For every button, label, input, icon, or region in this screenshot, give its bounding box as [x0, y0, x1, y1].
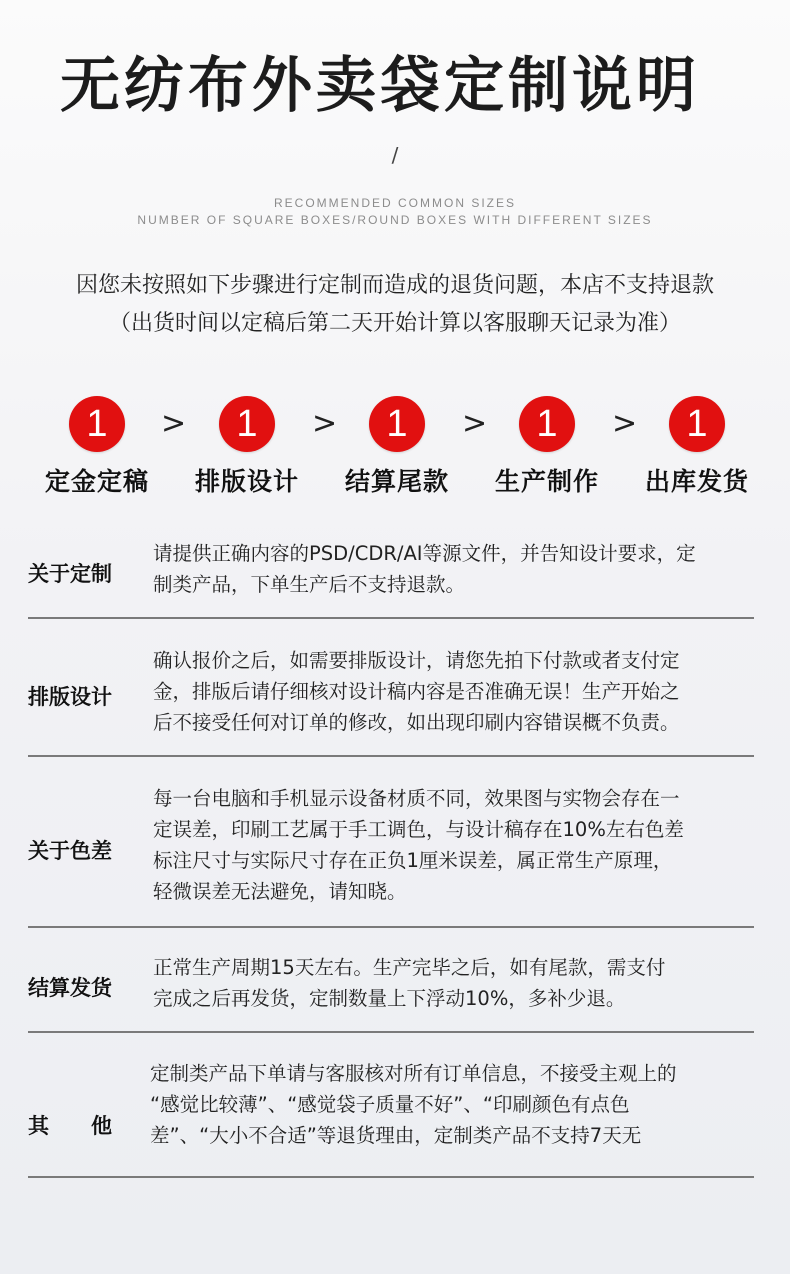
step-number-badge: 1: [69, 396, 125, 452]
page-title: 无纺布外卖袋定制说明: [60, 51, 700, 121]
step-arrow: >: [161, 406, 187, 441]
text-line: 制类产品，下单生产后不支持退款。: [153, 573, 466, 596]
text-line: 每一台电脑和手机显示设备材质不同，效果图与实物会存在一: [153, 787, 680, 810]
section-divider: [28, 1031, 754, 1033]
section-layout-design: [28, 645, 754, 741]
section-text: [153, 645, 753, 738]
step-arrow: >: [612, 406, 638, 441]
step-number-badge: 1: [369, 396, 425, 452]
text-line: 差”、“大小不合适”等退货理由，定制类产品不支持7天无: [150, 1124, 642, 1147]
subtitle-line-1: RECOMMENDED COMMON SIZES: [273, 196, 516, 210]
section-text: [153, 783, 753, 907]
step-layout-design: [182, 396, 312, 498]
section-divider: [28, 926, 754, 928]
step-arrow: >: [462, 406, 488, 441]
step-arrow: >: [312, 406, 338, 441]
section-label: 关于色差: [28, 839, 112, 863]
step-final-payment: [332, 396, 462, 498]
section-settlement-shipping: [28, 952, 754, 1018]
step-deposit: [32, 396, 162, 498]
section-label: 结算发货: [28, 976, 112, 1000]
shipping-time-note: （出货时间以定稿后第二天开始计算以客服聊天记录为准）: [108, 311, 681, 336]
text-line: 定制类产品下单请与客服核对所有订单信息，不接受主观上的: [150, 1062, 677, 1085]
text-line: 正常生产周期15天左右。生产完毕之后，如有尾款，需支付: [153, 956, 666, 979]
text-line: 完成之后再发货，定制数量上下浮动10%，多补少退。: [153, 987, 626, 1010]
step-label: 排版设计: [194, 467, 299, 496]
section-color-difference: [28, 783, 754, 911]
text-line: 金，排版后请仔细核对设计稿内容是否准确无误！生产开始之: [153, 680, 680, 703]
step-shipping: [632, 396, 762, 498]
section-divider: [28, 1176, 754, 1178]
text-line: 标注尺寸与实际尺寸存在正负1厘米误差，属正常生产原理，: [153, 849, 673, 872]
step-number-badge: 1: [519, 396, 575, 452]
text-line: 定误差，印刷工艺属于手工调色，与设计稿存在10%左右色差: [153, 818, 684, 841]
text-line: “感觉比较薄”、“感觉袋子质量不好”、“印刷颜色有点色: [150, 1093, 630, 1116]
section-label: 关于定制: [28, 562, 112, 586]
step-production: [482, 396, 612, 498]
section-text: [153, 538, 753, 600]
text-line: 轻微误差无法避免，请知晓。: [153, 880, 407, 903]
refund-notice: 因您未按照如下步骤进行定制而造成的退货问题，本店不支持退款: [75, 273, 714, 298]
process-steps: [0, 396, 790, 506]
section-divider: [28, 755, 754, 757]
section-text: [153, 952, 753, 1014]
text-line: 确认报价之后，如需要排版设计，请您先拍下付款或者支付定: [153, 649, 680, 672]
section-divider: [28, 617, 754, 619]
section-other: [28, 1058, 754, 1154]
section-label: 排版设计: [28, 685, 112, 709]
step-label: 生产制作: [494, 467, 599, 496]
step-number-badge: 1: [669, 396, 725, 452]
step-label: 定金定稿: [44, 467, 149, 496]
section-customization: [28, 538, 754, 608]
step-label: 出库发货: [644, 467, 749, 496]
step-label: 结算尾款: [344, 467, 449, 496]
step-number-badge: 1: [219, 396, 275, 452]
section-text: [150, 1058, 750, 1151]
text-line: 后不接受任何对订单的修改，如出现印刷内容错误概不负责。: [153, 711, 680, 734]
text-line: 请提供正确内容的PSD/CDR/AI等源文件，并告知设计要求，定: [153, 542, 696, 565]
slash-divider: /: [391, 143, 399, 167]
section-label: 其 他: [28, 1114, 112, 1138]
subtitle-line-2: NUMBER OF SQUARE BOXES/ROUND BOXES WITH DIFFERENT SIZES: [137, 213, 653, 227]
